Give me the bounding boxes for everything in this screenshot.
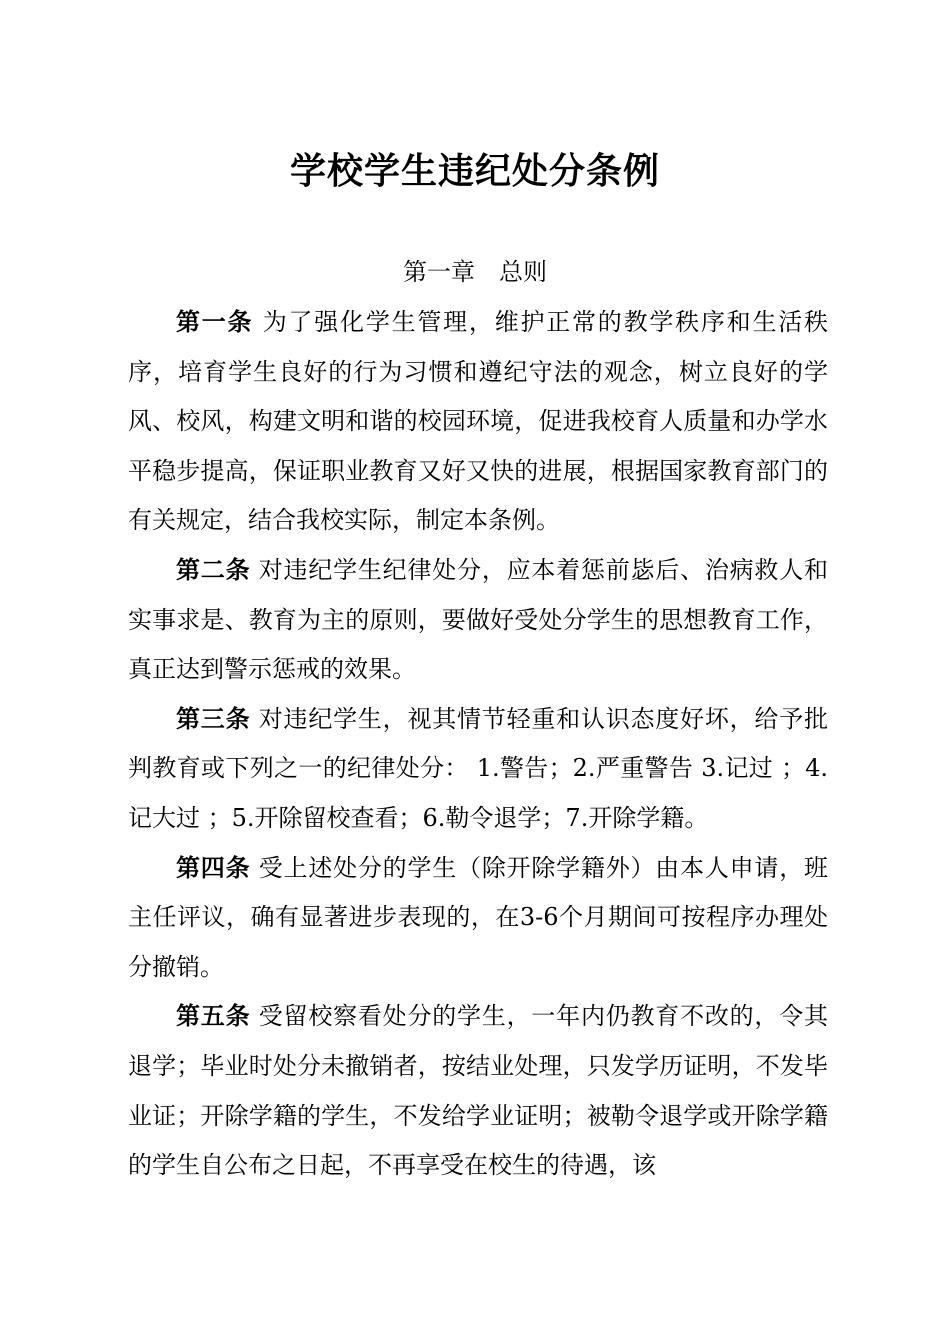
article-4 bbox=[128, 844, 828, 993]
article-text: 受上述处分的学生（除开除学籍外）由本人申请，班主任评议，确有显著进步表现的，在3-6个月期间可按程序办理处分撤销。 bbox=[128, 853, 828, 981]
article-label: 第二条 bbox=[176, 555, 251, 584]
article-label: 第五条 bbox=[176, 1002, 251, 1031]
article-text: 为了强化学生管理，维护正常的教学秩序和生活秩序，培育学生良好的行为习惯和遵纪守法的观念，树立良好的学风、校风，构建文明和谐的校园环境，促进我校育人质量和办学水平稳步提高，保证职业教育又好又快的进展，根据国家教育部门的有关规定，结合我校实际，制定本条例。 bbox=[128, 308, 828, 535]
chapter-heading: 第一章 总则 bbox=[403, 258, 547, 286]
article-text: 受留校察看处分的学生，一年内仍教育不改的，令其退学；毕业时处分未撤销者，按结业处理，只发学历证明，不发毕业证；开除学籍的学生，不发给学业证明；被勒令退学或开除学籍的学生自公布之日起，不再享受在校生的待遇，该 bbox=[128, 1002, 828, 1180]
article-2 bbox=[128, 546, 828, 695]
article-5 bbox=[128, 992, 828, 1190]
document-body bbox=[128, 298, 828, 1191]
article-label: 第四条 bbox=[176, 853, 251, 882]
article-text: 对违纪学生，视其情节轻重和认识态度好坏，给予批判教育或下列之一的纪律处分： 1.警告；2.严重警告 3.记过 ；4.记大过 ；5.开除留校查看；6.勒令退学；7.开除学籍。 bbox=[128, 704, 828, 832]
article-label: 第一条 bbox=[176, 308, 254, 336]
document-title: 学校学生违纪处分条例 bbox=[289, 150, 660, 192]
article-1 bbox=[128, 298, 828, 546]
article-label: 第三条 bbox=[176, 704, 251, 733]
article-3 bbox=[128, 695, 828, 844]
article-text: 对违纪学生纪律处分，应本着惩前毖后、治病救人和实事求是、教育为主的原则，要做好受处分学生的思想教育工作，真正达到警示惩戒的效果。 bbox=[128, 555, 828, 684]
